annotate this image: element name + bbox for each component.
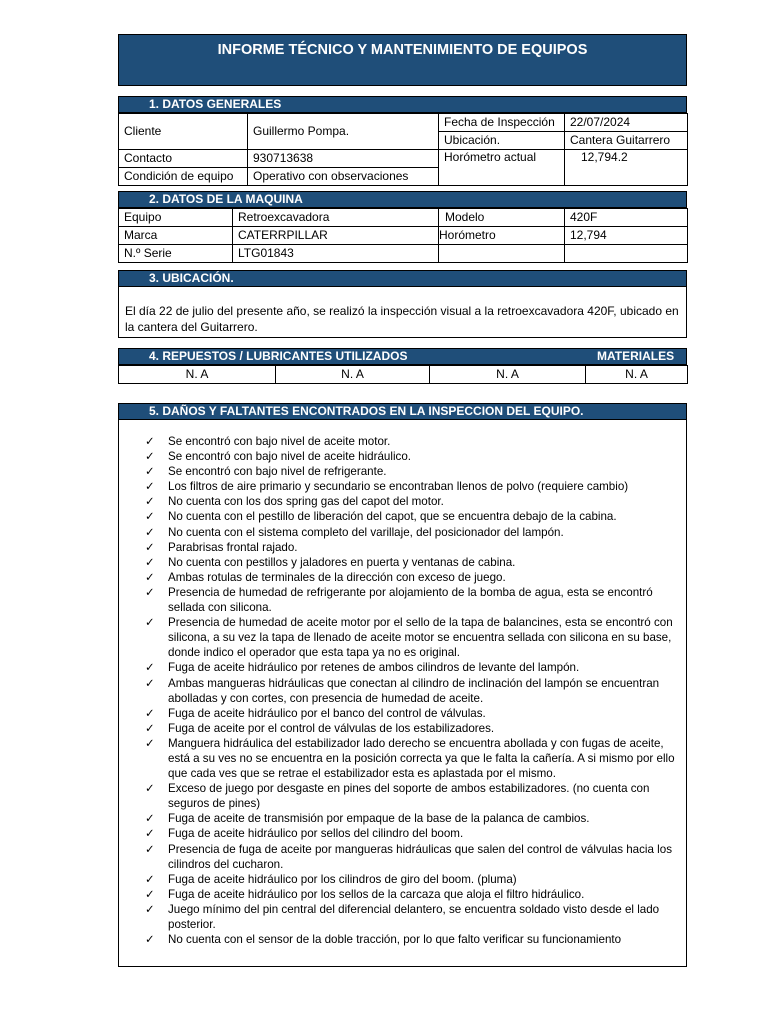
list-item: ✓ Exceso de juego por desgaste en pines del soporte de ambos estabilizadores. (no cuenta con seguros de pines) (145, 782, 650, 811)
checkmark-icon: ✓ (145, 736, 155, 750)
section-repuestos (118, 348, 687, 384)
checkmark-icon: ✓ (145, 827, 155, 841)
checkmark-icon: ✓ (145, 435, 155, 448)
list-item: ✓ Los filtros de aire primario y secundario se encontraban llenos de polvo (requiere cambio) (145, 480, 629, 494)
section-2-header: 2. DATOS DE LA MAQUINA (118, 191, 687, 208)
checkmark-icon: ✓ (145, 465, 155, 479)
empty-cell (565, 245, 688, 263)
serie-value: LTG01843 (233, 245, 439, 263)
marca-label: Marca (119, 227, 233, 245)
section-1-header: 1. DATOS GENERALES (118, 96, 687, 113)
contacto-value: 930713638 (248, 150, 439, 168)
horometro-value: 12,794 (565, 227, 688, 245)
list-item: ✓ No cuenta con el sensor de la doble tracción, por lo que falto verificar su funcionamiento (145, 933, 622, 947)
repuesto-cell: N. A (276, 366, 430, 384)
list-item: ✓ Fuga de aceite hidráulico por los cilindros de giro del boom. (pluma) (145, 872, 517, 886)
datos-generales-table (118, 113, 688, 186)
checkmark-icon: ✓ (145, 676, 155, 690)
list-item: ✓ Ambas rotulas de terminales de la dirección con exceso de juego. (145, 570, 506, 584)
horometro-actual-label: Horómetro actual (439, 150, 565, 186)
list-item: ✓ Manguera hidráulica del estabilizador lado derecho se encuentra abollada y con fugas de aceite, está a su ves no se encuentra en la posición correcta ya que le falta la cañería. A si mismo por ello que cada ves que se retrae el estabilizador esta es aplastada por el mismo. (145, 736, 675, 781)
checkmark-icon: ✓ (145, 812, 155, 826)
repuesto-cell: N. A (586, 366, 688, 384)
checkmark-icon: ✓ (145, 887, 155, 901)
cliente-value: Guillermo Pompa. (248, 114, 439, 150)
report-title: INFORME TÉCNICO Y MANTENIMIENTO DE EQUIPOS (217, 42, 588, 58)
damage-list (119, 420, 686, 947)
list-item: ✓ Fuga de aceite hidráulico por los sellos de la carcaza que aloja el filtro hidráulico. (145, 887, 585, 901)
checkmark-icon: ✓ (145, 721, 155, 735)
list-item: ✓ Presencia de fuga de aceite por mangueras hidráulicas que salen del control de válvulas hacia los cilindros del cucharon. (145, 842, 672, 871)
section-4-title: 4. REPUESTOS / LUBRICANTES UTILIZADOS (149, 349, 408, 363)
list-item: ✓ Ambas mangueras hidráulicas que conectan al cilindro de inclinación del lampón se encuentran abolladas y con cortes, con presencia de humedad de aceite. (145, 676, 660, 705)
list-item: ✓ Se encontró con bajo nivel de aceite hidráulico. (145, 450, 411, 464)
section-datos-maquina (118, 191, 687, 263)
fecha-label: Fecha de Inspección (439, 114, 565, 132)
checkmark-icon: ✓ (145, 570, 155, 584)
equipo-label: Equipo (119, 209, 233, 227)
horometro-label: Horómetro (439, 227, 565, 245)
modelo-value: 420F (565, 209, 688, 227)
section-ubicacion (118, 270, 687, 338)
contacto-label: Contacto (119, 150, 248, 168)
section-datos-generales (118, 96, 687, 186)
checkmark-icon: ✓ (145, 706, 155, 720)
checkmark-icon: ✓ (145, 450, 155, 464)
materiales-label: MATERIALES (597, 349, 675, 363)
list-item: ✓ Parabrisas frontal rajado. (145, 540, 298, 554)
modelo-label: Modelo (439, 209, 565, 227)
list-item: ✓ No cuenta con el pestillo de liberación del capot, que se encuentra debajo de la cabina. (145, 510, 617, 524)
checkmark-icon: ✓ (145, 661, 155, 675)
equipo-value: Retroexcavadora (233, 209, 439, 227)
empty-cell (439, 245, 565, 263)
list-item: ✓ Se encontró con bajo nivel de aceite motor. (145, 435, 391, 448)
section-4-header (118, 348, 687, 365)
section-5-header: 5. DAÑOS Y FALTANTES ENCONTRADOS EN LA INSPECCION DEL EQUIPO. (118, 403, 687, 420)
checkmark-icon: ✓ (145, 555, 155, 569)
list-item: ✓ Se encontró con bajo nivel de refrigerante. (145, 465, 387, 479)
ubicacion-label: Ubicación. (439, 132, 565, 150)
list-item: ✓ No cuenta con los dos spring gas del capot del motor. (145, 495, 444, 509)
checkmark-icon: ✓ (145, 902, 155, 916)
list-item: ✓ Fuga de aceite hidráulico por el banco del control de válvulas. (145, 706, 486, 720)
horometro-actual-value: 12,794.2 (565, 150, 688, 186)
repuesto-cell: N. A (119, 366, 276, 384)
list-item: ✓ Fuga de aceite de transmisión por empaque de la base de la palanca de cambios. (145, 812, 590, 826)
serie-label: N.º Serie (119, 245, 233, 263)
list-item: ✓ Fuga de aceite hidráulico por sellos del cilindro del boom. (145, 827, 464, 841)
checkmark-icon: ✓ (145, 933, 155, 947)
list-item: ✓ Fuga de aceite hidráulico por retenes de ambos cilindros de levante del lampón. (145, 661, 580, 675)
checkmark-icon: ✓ (145, 782, 155, 796)
checkmark-icon: ✓ (145, 525, 155, 539)
list-item: ✓ Presencia de humedad de refrigerante por alojamiento de la bomba de agua, esta se encontró sellada con silicona. (145, 585, 653, 615)
marca-value: CATERRPILLAR (233, 227, 439, 245)
checkmark-icon: ✓ (145, 510, 155, 524)
list-item: ✓ Juego mínimo del pin central del diferencial delantero, se encuentra soldado visto desde el lado posterior. (145, 902, 660, 931)
section-3-header: 3. UBICACIÓN. (118, 270, 687, 287)
checkmark-icon: ✓ (145, 585, 155, 599)
section-danos-faltantes (118, 403, 687, 967)
checkmark-icon: ✓ (145, 480, 155, 494)
ubicacion-value: Cantera Guitarrero (565, 132, 688, 150)
fecha-value: 22/07/2024 (565, 114, 688, 132)
cliente-label: Cliente (119, 114, 248, 150)
checkmark-icon: ✓ (145, 495, 155, 509)
list-item: ✓ No cuenta con el sistema completo del varillaje, del posicionador del lampón. (145, 525, 564, 539)
datos-maquina-table (118, 208, 688, 263)
ubicacion-description: El día 22 de julio del presente año, se realizó la inspección visual a la retroexcavadora 420F, ubicado en la cantera del Guitarrero. (118, 287, 687, 338)
list-item: ✓ Presencia de humedad de aceite motor por el sello de la tapa de balancines, esta se encontró con silicona, a su vez la tapa de llenado de aceite motor se encuentra sellada con silicona en su base, donde indico el operador que esta tapa ya no es original. (145, 616, 673, 660)
list-item: ✓ Fuga de aceite por el control de válvulas de los estabilizadores. (145, 721, 495, 735)
list-item: ✓ No cuenta con pestillos y jaladores en puerta y ventanas de cabina. (145, 555, 516, 569)
condicion-label: Condición de equipo (119, 168, 248, 186)
checkmark-icon: ✓ (145, 540, 155, 554)
checkmark-icon: ✓ (145, 616, 155, 630)
repuestos-table (118, 365, 688, 384)
repuesto-cell: N. A (430, 366, 586, 384)
report-title-banner (118, 34, 687, 86)
checkmark-icon: ✓ (145, 872, 155, 886)
condicion-value: Operativo con observaciones (248, 168, 439, 186)
danos-list-box (118, 420, 687, 967)
checkmark-icon: ✓ (145, 842, 155, 856)
